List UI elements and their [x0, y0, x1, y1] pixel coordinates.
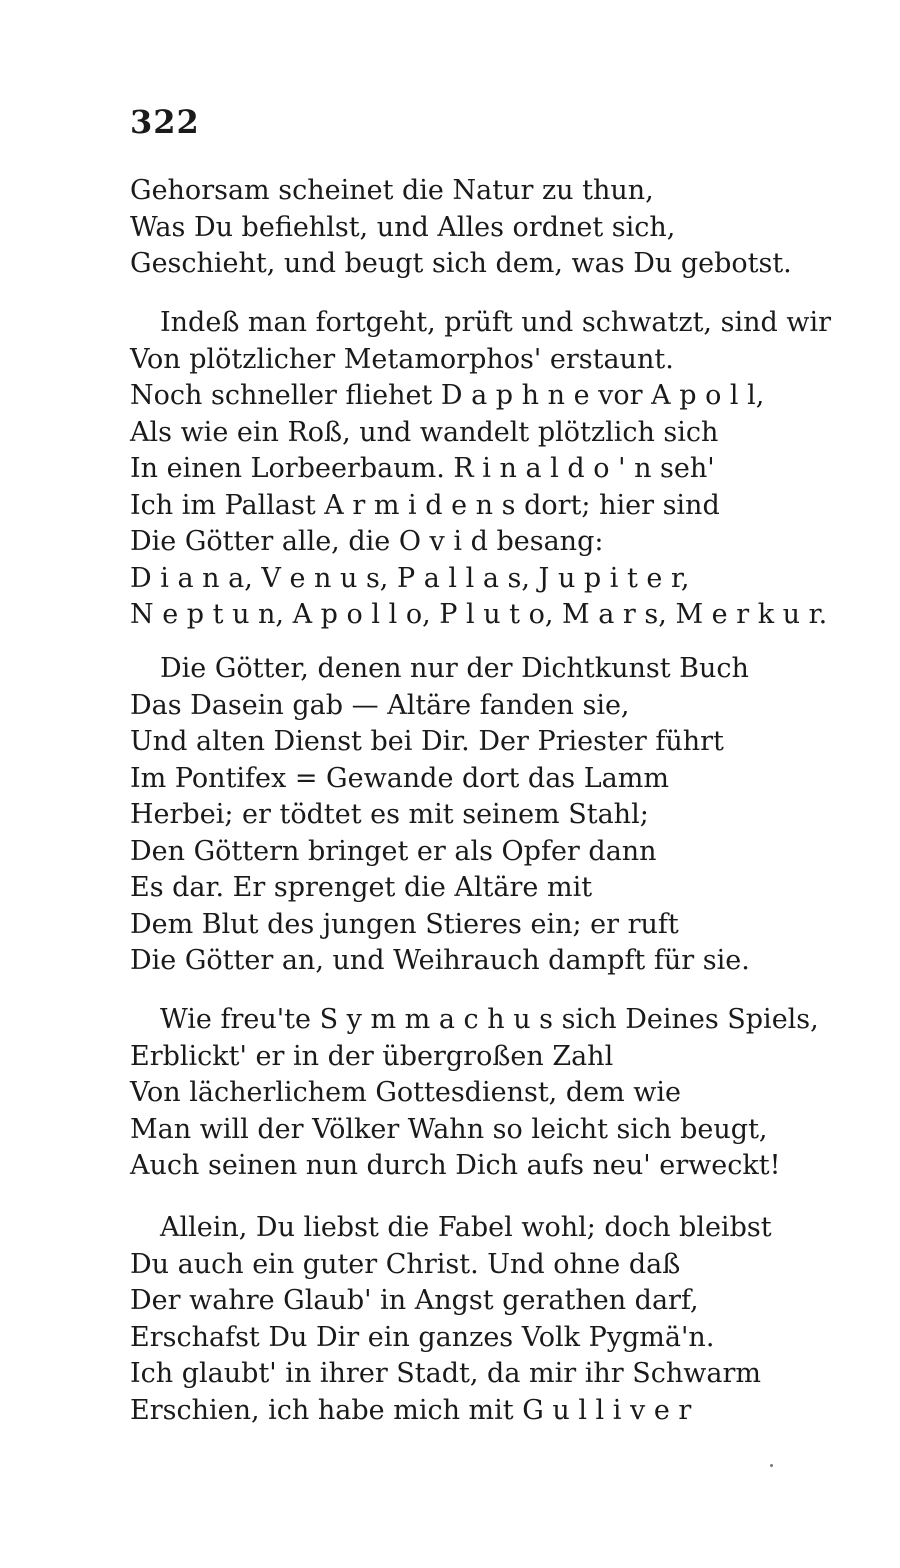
- stanza-5: [130, 1210, 810, 1429]
- poem-line: Wie freu'te S y m m a c h u s sich Deines Spiels,: [160, 1004, 819, 1035]
- poem-line: Herbei; er tödtet es mit seinem Stahl;: [130, 799, 649, 830]
- poem-line: Auch seinen nun durch Dich aufs neu' erweckt!: [130, 1150, 781, 1181]
- poem-line: Du auch ein guter Christ. Und ohne daß: [130, 1248, 681, 1280]
- poem-line: Der wahre Glaub' in Angst gerathen darf,: [130, 1285, 699, 1316]
- poem-line: Die Götter, denen nur der Dichtkunst Buch: [160, 653, 749, 684]
- poem-line: Die Götter an, und Weihrauch dampft für sie.: [130, 945, 750, 976]
- poem-line: Man will der Völker Wahn so leicht sich beugt,: [130, 1113, 768, 1145]
- stanza-1: [130, 173, 810, 283]
- poem-line: Was Du befiehlst, und Alles ordnet sich,: [130, 211, 676, 243]
- stanza-2: [130, 305, 831, 634]
- poem-line: Erschien, ich habe mich mit G u l l i v e r: [130, 1394, 692, 1426]
- poem-line: Ich glaubt' in ihrer Stadt, da mir ihr Schwarm: [130, 1358, 761, 1389]
- poem-line: In einen Lorbeerbaum. R i n a l d o ' n seh': [130, 453, 715, 484]
- poem-line: Es dar. Er sprenget die Altäre mit: [130, 872, 593, 903]
- poem-line: Dem Blut des jungen Stieres ein; er ruft: [130, 908, 679, 940]
- poem-line: Gehorsam scheinet die Natur zu thun,: [130, 175, 654, 206]
- poem-line: Als wie ein Roß, und wandelt plötzlich sich: [130, 416, 719, 448]
- paper-speck: [770, 1464, 773, 1467]
- poem-line: Noch schneller fliehet D a p h n e vor A p o l l,: [130, 380, 765, 411]
- poem-line: Indeß man fortgeht, prüft und schwatzt, sind wir: [160, 307, 831, 338]
- poem-line: Von lächerlichem Gottesdienst, dem wie: [130, 1077, 682, 1108]
- stanza-3: [130, 651, 810, 980]
- poem-line: D i a n a, V e n u s, P a l l a s, J u p i t e r,: [130, 562, 690, 594]
- poem-line: Und alten Dienst bei Dir. Der Priester führt: [130, 726, 724, 757]
- page-number: 322: [130, 103, 200, 141]
- poem-line: N e p t u n, A p o l l o, P l u t o, M a r s, M e r k u r.: [130, 599, 828, 630]
- poem-line: Im Pontifex = Gewande dort das Lamm: [130, 762, 669, 794]
- poem-line: Allein, Du liebst die Fabel wohl; doch bleibst: [160, 1212, 772, 1243]
- poem-line: Ich im Pallast A r m i d e n s dort; hier sind: [130, 489, 720, 521]
- poem-line: Von plötzlicher Metamorphos' erstaunt.: [130, 343, 674, 375]
- poem-line: Die Götter alle, die O v i d besang:: [130, 526, 604, 557]
- poem-line: Den Göttern bringet er als Opfer dann: [130, 835, 657, 867]
- poem-line: Geschieht, und beugt sich dem, was Du gebotst.: [130, 248, 792, 279]
- poem-line: Das Dasein gab — Altäre fanden sie,: [130, 689, 630, 721]
- poem-line: Erschafst Du Dir ein ganzes Volk Pygmä'n.: [130, 1321, 715, 1353]
- stanza-4: [130, 1002, 819, 1185]
- poem-line: Erblickt' er in der übergroßen Zahl: [130, 1040, 614, 1072]
